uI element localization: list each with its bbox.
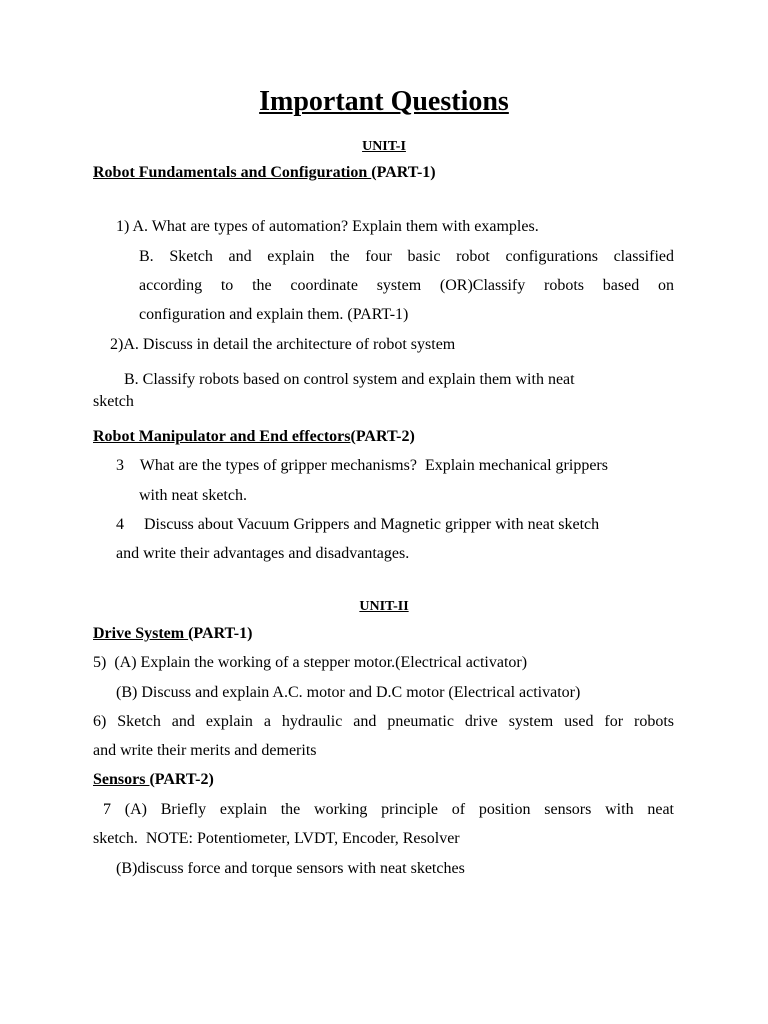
section-heading bbox=[93, 771, 214, 789]
question-line: B. Classify robots based on control system and explain them with neat bbox=[124, 371, 575, 388]
question-line: 2)A. Discuss in detail the architecture of robot system bbox=[110, 336, 456, 353]
section-heading-title: Robot Manipulator and End effectors bbox=[93, 428, 351, 445]
section-heading bbox=[93, 428, 415, 446]
question-line: 5) (A) Explain the working of a stepper motor.(Electrical activator) bbox=[93, 654, 528, 671]
question-line: according to the coordinate system (OR)Classify robots based on bbox=[139, 277, 674, 294]
section-heading bbox=[93, 164, 436, 182]
question-line: sketch bbox=[93, 393, 134, 410]
question-line: and write their advantages and disadvantages. bbox=[116, 545, 410, 562]
question-line: 4 Discuss about Vacuum Grippers and Magnetic gripper with neat sketch bbox=[116, 516, 600, 533]
question-line: (B)discuss force and torque sensors with neat sketches bbox=[116, 860, 465, 877]
question-line: (B) Discuss and explain A.C. motor and D.C motor (Electrical activator) bbox=[116, 684, 581, 701]
unit-label: UNIT-II bbox=[359, 599, 409, 614]
question-line: 6) Sketch and explain a hydraulic and pneumatic drive system used for robots bbox=[93, 713, 674, 730]
section-heading-title: Sensors bbox=[93, 771, 150, 788]
section-heading-title: Drive System bbox=[93, 625, 189, 642]
section-heading-title: Robot Fundamentals and Configuration bbox=[93, 164, 372, 181]
page-title: Important Questions bbox=[259, 86, 509, 117]
question-line: sketch. NOTE: Potentiometer, LVDT, Encoder, Resolver bbox=[93, 830, 460, 847]
question-line: 1) A. What are types of automation? Explain them with examples. bbox=[116, 218, 539, 235]
section-heading-part: (PART-1) bbox=[371, 164, 436, 181]
question-line: with neat sketch. bbox=[139, 487, 247, 504]
question-line: 3 What are the types of gripper mechanisms? Explain mechanical grippers bbox=[116, 457, 608, 474]
section-heading-part: (PART-2) bbox=[350, 428, 415, 445]
question-line: 7 (A) Briefly explain the working principle of position sensors with neat bbox=[103, 801, 674, 818]
question-line: and write their merits and demerits bbox=[93, 742, 317, 759]
section-heading-part: (PART-2) bbox=[149, 771, 214, 788]
question-line: configuration and explain them. (PART-1) bbox=[139, 306, 409, 323]
unit-label: UNIT-I bbox=[362, 139, 406, 154]
section-heading bbox=[93, 625, 252, 643]
section-heading-part: (PART-1) bbox=[188, 625, 253, 642]
question-line: B. Sketch and explain the four basic robot configurations classified bbox=[139, 248, 674, 265]
